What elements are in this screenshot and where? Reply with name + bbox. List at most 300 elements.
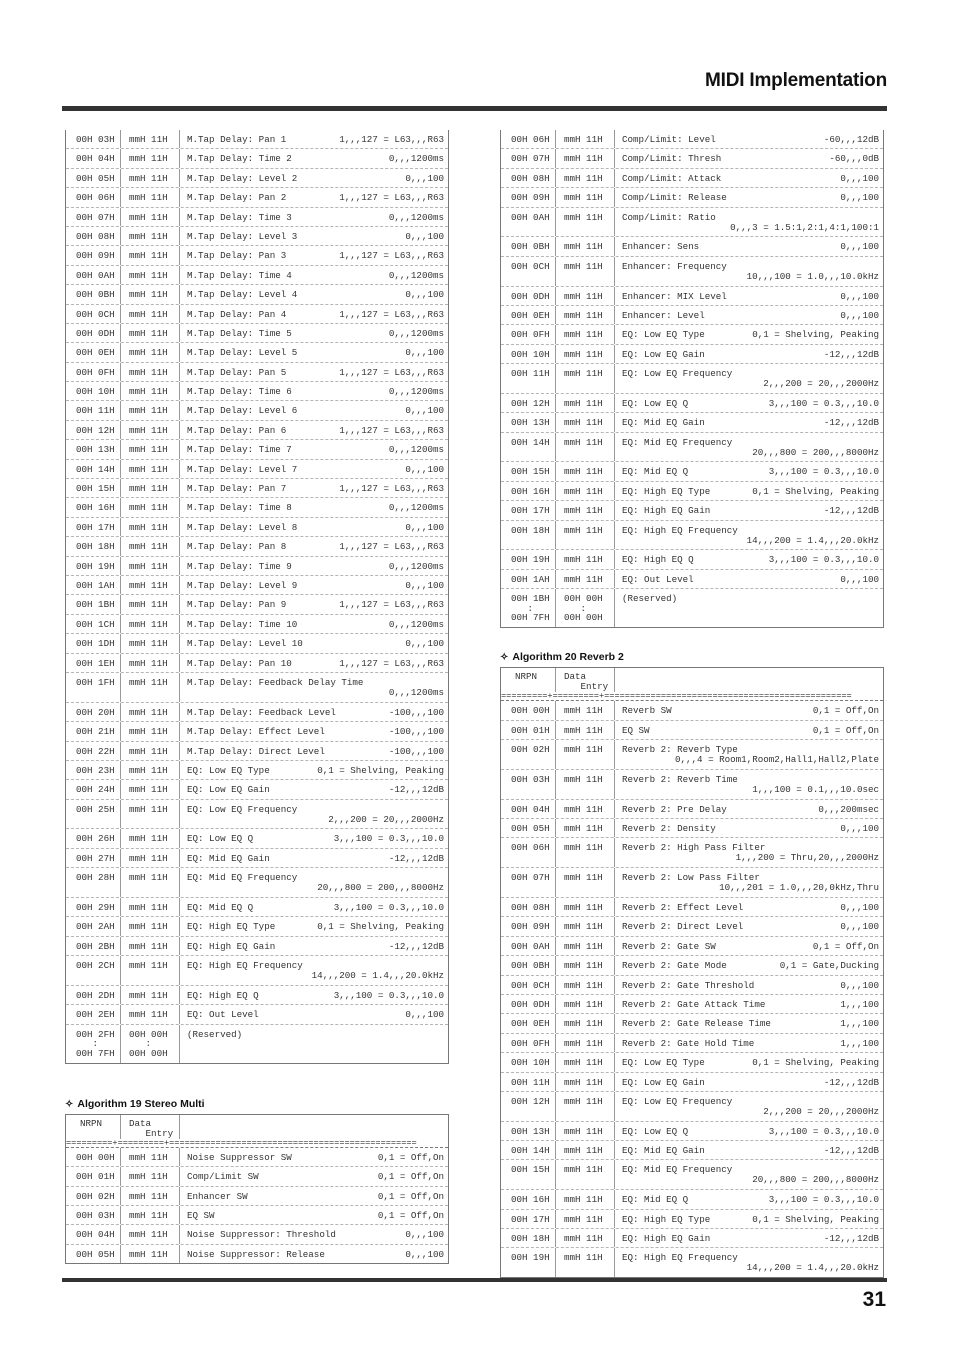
parameter-line	[187, 445, 444, 455]
data-entry-cell: mmH 11H	[121, 956, 180, 985]
parameter-line	[622, 824, 879, 834]
table-row	[501, 433, 883, 463]
parameter-line	[622, 292, 879, 302]
nrpn-cell: 00H 00H	[66, 1148, 121, 1166]
parameter-line	[622, 706, 879, 716]
parameter-name: M.Tap Delay: Effect Level	[187, 726, 325, 738]
parameter-range: 1,,,127 = L63,,,R63	[339, 308, 444, 320]
nrpn-cell: 00H 2EH	[66, 1005, 121, 1023]
algorithm-20-heading	[500, 651, 884, 663]
description-cell	[615, 570, 883, 588]
description-cell	[180, 246, 448, 264]
data-entry-cell: mmH 11H	[556, 237, 615, 255]
description-cell	[180, 898, 448, 916]
description-cell	[615, 976, 883, 994]
parameter-range: -12,,,12dB	[388, 784, 444, 796]
description-cell	[180, 343, 448, 361]
parameter-name: M.Tap Delay: Time 2	[187, 153, 292, 165]
parameter-line	[622, 174, 879, 184]
table-row	[66, 742, 448, 761]
table-row	[66, 421, 448, 440]
parameter-name: Reverb 2: Low Pass Filter	[622, 872, 760, 884]
header-cells	[66, 1115, 448, 1139]
table-row	[501, 208, 883, 238]
data-entry-cell: mmH 11H	[121, 460, 180, 478]
parameter-line	[622, 399, 879, 409]
data-entry-cell: mmH 11H	[556, 394, 615, 412]
parameter-name: EQ: High EQ Q	[187, 990, 259, 1002]
data-entry-cell: mmH 11H	[121, 849, 180, 867]
parameter-name: Noise Suppressor: Release	[187, 1248, 325, 1260]
nrpn-cell: 00H 13H	[501, 413, 556, 431]
parameter-line	[622, 154, 879, 164]
data-entry-header: Data Entry	[121, 1115, 180, 1139]
parameter-name: EQ: Low EQ Gain	[622, 1076, 705, 1088]
top-rule	[62, 106, 887, 111]
parameter-line	[622, 1234, 879, 1244]
table-row	[501, 917, 883, 936]
table-row	[501, 1248, 883, 1277]
parameter-range: 0,,,100	[840, 241, 879, 253]
parameter-name: EQ: Low EQ Type	[622, 329, 705, 341]
diamond-icon: ✧	[65, 1098, 74, 1110]
parameter-line	[187, 154, 444, 164]
parameter-range: 0,1 = Off,On	[812, 724, 879, 736]
parameter-range: 0,,,200msec	[818, 803, 879, 815]
nrpn-cell: 00H 19H	[501, 550, 556, 568]
stereo-multi-table	[500, 130, 884, 628]
nrpn-cell: 00H 18H	[501, 521, 556, 550]
parameter-name: Reverb 2: Effect Level	[622, 901, 744, 913]
parameter-range: 1,,,100	[840, 1018, 879, 1030]
table-row	[66, 188, 448, 207]
parameter-line	[622, 1000, 879, 1010]
description-cell	[615, 800, 883, 818]
parameter-line	[187, 290, 444, 300]
description-header	[180, 1115, 448, 1139]
parameter-range: -12,,,12dB	[388, 852, 444, 864]
data-entry-cell: mmH 11H	[556, 169, 615, 187]
parameter-name: Reverb 2: Direct Level	[622, 921, 744, 933]
description-cell	[180, 1005, 448, 1023]
nrpn-cell: 00H 2BH	[66, 937, 121, 955]
data-entry-cell: mmH 11H	[121, 130, 180, 148]
nrpn-cell: 00H 0BH	[501, 237, 556, 255]
parameter-line	[622, 1195, 879, 1205]
table-row	[66, 343, 448, 362]
nrpn-cell: 00H 00H	[501, 701, 556, 719]
parameter-range: 1,,,127 = L63,,,R63	[339, 366, 444, 378]
parameter-range: 2,,,200 = 20,,,2000Hz	[328, 813, 444, 825]
parameter-range: 3,,,100 = 0.3,,,10.0	[333, 902, 444, 914]
description-cell	[615, 937, 883, 955]
data-entry-cell: mmH 11H	[556, 995, 615, 1013]
data-entry-cell: mmH 11H	[556, 1122, 615, 1140]
parameter-line	[187, 581, 444, 591]
data-entry-cell: mmH 11H	[121, 305, 180, 323]
data-entry-cell: mmH 11H	[556, 570, 615, 588]
parameter-name: Reverb 2: Reverb Type	[622, 744, 738, 756]
table-row	[66, 868, 448, 898]
description-cell	[180, 421, 448, 439]
nrpn-cell: 00H 06H	[501, 838, 556, 867]
parameter-name: M.Tap Delay: Time 3	[187, 211, 292, 223]
table-row	[66, 246, 448, 265]
description-cell	[615, 462, 883, 480]
data-entry-cell: mmH 11H	[556, 130, 615, 148]
table-row	[66, 615, 448, 634]
parameter-range: 0,,,100	[840, 172, 879, 184]
nrpn-cell: 00H 08H	[66, 227, 121, 245]
data-entry-cell: mmH 11H	[556, 149, 615, 167]
data-entry-cell: mmH 11H	[556, 208, 615, 237]
parameter-range: 0,,,3 = 1.5:1,2:1,4:1,100:1	[730, 221, 879, 233]
parameter-name: EQ: Low EQ Frequency	[622, 368, 733, 380]
parameter-range: 1,,,127 = L63,,,R63	[339, 483, 444, 495]
parameter-range: -100,,,100	[388, 706, 444, 718]
nrpn-cell: 00H 13H	[66, 440, 121, 458]
description-cell	[180, 479, 448, 497]
description-cell	[615, 1014, 883, 1032]
description-cell	[180, 305, 448, 323]
data-entry-cell: mmH 11H	[556, 800, 615, 818]
description-cell	[615, 1073, 883, 1091]
parameter-range: 0,,,1200ms	[388, 444, 444, 456]
parameter-line	[187, 834, 444, 844]
table-row	[501, 1160, 883, 1190]
description-cell	[180, 285, 448, 303]
table-row	[501, 937, 883, 956]
parameter-line	[187, 785, 444, 795]
nrpn-cell: 00H 28H	[66, 868, 121, 897]
parameter-range: 0,1 = Off,On	[377, 1209, 444, 1221]
description-cell	[180, 498, 448, 516]
parameter-name: M.Tap Delay: Pan 9	[187, 599, 287, 611]
parameter-name: M.Tap Delay: Level 4	[187, 289, 298, 301]
data-entry-cell: mmH 11H	[556, 521, 615, 550]
parameter-line	[622, 467, 879, 477]
description-cell	[615, 237, 883, 255]
nrpn-cell: 00H 03H	[66, 130, 121, 148]
data-entry-cell: mmH 11H	[121, 937, 180, 955]
parameter-line	[622, 311, 879, 321]
description-cell	[615, 1190, 883, 1208]
parameter-name: Reverb 2: Density	[622, 823, 716, 834]
parameter-name: Comp/Limit: Release	[622, 192, 727, 204]
description-cell	[180, 576, 448, 594]
parameter-line	[187, 1230, 444, 1240]
table-row	[501, 800, 883, 819]
description-cell	[180, 149, 448, 167]
description-cell	[180, 917, 448, 935]
description-cell	[615, 433, 883, 462]
parameter-name: Enhancer: Frequency	[622, 260, 727, 272]
data-entry-cell: mmH 11H	[121, 800, 180, 829]
table-row	[66, 208, 448, 227]
nrpn-cell: 00H 02H	[501, 740, 556, 769]
nrpn-cell: 00H 15H	[501, 1160, 556, 1189]
table-row	[501, 1190, 883, 1209]
data-entry-cell: mmH 11H	[121, 722, 180, 740]
data-entry-cell: mmH 11H	[556, 433, 615, 462]
parameter-range: 20,,,800 = 200,,,8000Hz	[317, 882, 444, 894]
nrpn-cell: 00H 26H	[66, 829, 121, 847]
parameter-line	[187, 174, 444, 184]
description-cell	[615, 287, 883, 305]
table-row	[66, 829, 448, 848]
parameter-name: Reverb 2: Gate Release Time	[622, 1018, 771, 1030]
parameter-name: EQ: Mid EQ Frequency	[187, 872, 298, 884]
table-row	[66, 1206, 448, 1225]
parameter-range: 0,,,100	[840, 921, 879, 933]
data-entry-cell: mmH 11H	[556, 1190, 615, 1208]
parameter-name: M.Tap Delay: Time 4	[187, 269, 292, 281]
nrpn-cell: 00H 0DH	[66, 324, 121, 342]
parameter-name: EQ: High EQ Type	[622, 1213, 711, 1225]
nrpn-cell: 00H 1DH	[66, 634, 121, 652]
description-cell	[615, 1034, 883, 1052]
data-entry-cell: mmH 11H	[121, 829, 180, 847]
data-entry-cell: mmH 11H	[556, 1141, 615, 1159]
description-cell	[615, 838, 883, 867]
nrpn-cell: 00H 18H	[66, 537, 121, 555]
data-entry-cell: mmH 11H	[121, 324, 180, 342]
nrpn-cell: 00H 09H	[501, 917, 556, 935]
parameter-range: 0,1 = Shelving, Peaking	[317, 921, 444, 933]
page-title: MIDI Implementation	[705, 70, 887, 91]
description-cell	[180, 1025, 448, 1063]
nrpn-cell: 00H 0CH	[501, 976, 556, 994]
nrpn-cell: 00H 1BH	[66, 595, 121, 613]
parameter-name: M.Tap Delay: Time 9	[187, 560, 292, 572]
description-cell	[615, 345, 883, 363]
parameter-name: EQ: Low EQ Gain	[622, 348, 705, 360]
parameter-name: EQ: Out Level	[187, 1009, 259, 1021]
data-entry-cell: mmH 11H	[121, 917, 180, 935]
data-entry-cell: mmH 11H	[121, 742, 180, 760]
parameter-line	[187, 1010, 444, 1020]
parameter-name: EQ SW	[622, 724, 650, 736]
nrpn-cell: 00H 18H	[501, 1229, 556, 1247]
parameter-line	[187, 942, 444, 952]
table-row	[501, 550, 883, 569]
parameter-line	[187, 620, 444, 630]
table-row	[66, 703, 448, 722]
data-entry-cell: mmH 11H	[121, 898, 180, 916]
parameter-range: 0,,,1200ms	[388, 153, 444, 165]
description-cell	[180, 634, 448, 652]
table-row	[66, 898, 448, 917]
data-entry-cell: mmH 11H	[121, 343, 180, 361]
parameter-range: -100,,,100	[388, 726, 444, 738]
nrpn-cell: 00H 11H	[66, 401, 121, 419]
parameter-range: -12,,,12dB	[823, 505, 879, 517]
parameter-range: 0,,,100	[405, 405, 444, 417]
data-entry-cell: mmH 11H	[556, 1229, 615, 1247]
parameter-name: EQ: High EQ Frequency	[622, 1252, 738, 1264]
data-entry-cell: mmH 11H	[121, 227, 180, 245]
description-cell	[180, 460, 448, 478]
description-cell	[615, 1122, 883, 1140]
nrpn-cell: 00H 0DH	[501, 287, 556, 305]
parameter-range: 1,,,127 = L63,,,R63	[339, 599, 444, 611]
nrpn-cell: 00H 07H	[66, 208, 121, 226]
parameter-range: 1,,,127 = L63,,,R63	[339, 424, 444, 436]
parameter-line	[187, 1211, 444, 1221]
parameter-range: 0,1 = Shelving, Peaking	[752, 329, 879, 341]
nrpn-header: NRPN	[501, 668, 556, 692]
parameter-line	[622, 418, 879, 428]
data-entry-cell: 00H 00H : 00H 00H	[121, 1025, 180, 1063]
nrpn-cell: 00H 15H	[66, 479, 121, 497]
nrpn-cell: 00H 2AH	[66, 917, 121, 935]
parameter-name: Reverb SW	[622, 705, 672, 717]
table-row	[501, 1034, 883, 1053]
parameter-line	[187, 329, 444, 339]
data-entry-cell: 00H 00H : 00H 00H	[556, 589, 615, 627]
parameter-line	[622, 1215, 879, 1225]
data-entry-cell: mmH 11H	[556, 701, 615, 719]
nrpn-cell: 00H 05H	[66, 169, 121, 187]
parameter-line	[622, 135, 879, 145]
nrpn-cell: 00H 05H	[501, 819, 556, 837]
data-entry-cell: mmH 11H	[556, 462, 615, 480]
nrpn-cell: 00H 2DH	[66, 986, 121, 1004]
description-cell	[615, 701, 883, 719]
data-entry-cell: mmH 11H	[121, 576, 180, 594]
parameter-range: 0,,,100	[405, 289, 444, 301]
data-entry-cell: mmH 11H	[556, 1053, 615, 1071]
algorithm-19-title: Algorithm 19 Stereo Multi	[77, 1097, 205, 1110]
description-cell	[180, 654, 448, 672]
parameter-line	[622, 242, 879, 252]
parameter-range: -12,,,12dB	[823, 417, 879, 429]
description-cell	[180, 761, 448, 779]
nrpn-cell: 00H 17H	[66, 518, 121, 536]
table-row	[501, 501, 883, 520]
table-row	[66, 1005, 448, 1024]
table-row	[66, 1245, 448, 1263]
parameter-range: 0,1 = Off,On	[377, 1151, 444, 1163]
parameter-line	[187, 193, 444, 203]
nrpn-cell: 00H 21H	[66, 722, 121, 740]
parameter-name: EQ: Mid EQ Gain	[187, 852, 270, 864]
nrpn-cell: 00H 19H	[501, 1248, 556, 1277]
description-cell	[180, 986, 448, 1004]
data-entry-cell: mmH 11H	[121, 1148, 180, 1166]
nrpn-header: NRPN	[66, 1115, 121, 1139]
parameter-range: 0,,,100	[840, 901, 879, 913]
description-cell	[615, 482, 883, 500]
data-entry-cell: mmH 11H	[556, 770, 615, 799]
parameter-line	[187, 1250, 444, 1260]
parameter-range: 1,,,100 = 0.1,,,10.0sec	[752, 783, 879, 795]
parameter-line	[622, 1078, 879, 1088]
description-cell	[615, 1092, 883, 1121]
data-entry-cell: mmH 11H	[121, 421, 180, 439]
parameter-name: Comp/Limit: Ratio	[622, 211, 716, 223]
table-row	[501, 287, 883, 306]
parameter-line	[622, 350, 879, 360]
parameter-range: 0,,,1200ms	[388, 686, 444, 698]
parameter-name: EQ: Mid EQ Q	[187, 902, 254, 914]
data-entry-cell: mmH 11H	[556, 1073, 615, 1091]
parameter-range: 0,,,100	[405, 521, 444, 533]
parameter-range: 14,,,200 = 1.4,,,20.0kHz	[746, 534, 879, 546]
parameter-name: M.Tap Delay: Pan 2	[187, 192, 287, 204]
data-entry-cell: mmH 11H	[121, 1206, 180, 1224]
parameter-line	[187, 991, 444, 1001]
parameter-name: EQ: Mid EQ Gain	[622, 417, 705, 429]
parameter-line	[187, 232, 444, 242]
data-entry-cell: mmH 11H	[121, 363, 180, 381]
description-cell	[615, 898, 883, 916]
parameter-line	[187, 406, 444, 416]
nrpn-cell: 00H 0CH	[501, 257, 556, 286]
parameter-name: M.Tap Delay: Level 5	[187, 347, 298, 359]
data-entry-cell: mmH 11H	[556, 898, 615, 916]
parameter-line	[622, 1127, 879, 1137]
table-row	[501, 394, 883, 413]
table-row	[66, 956, 448, 986]
parameter-line	[622, 942, 879, 952]
parameter-name: EQ: Low EQ Q	[622, 397, 689, 409]
nrpn-cell: 00H 15H	[501, 462, 556, 480]
nrpn-cell: 00H 0DH	[501, 995, 556, 1013]
description-cell	[615, 364, 883, 393]
data-entry-cell: mmH 11H	[556, 1092, 615, 1121]
table-row	[501, 1053, 883, 1072]
nrpn-cell: 00H 16H	[501, 1190, 556, 1208]
nrpn-cell: 00H 12H	[501, 394, 556, 412]
table-row	[66, 537, 448, 556]
nrpn-cell: 00H 20H	[66, 703, 121, 721]
data-entry-cell: mmH 11H	[121, 208, 180, 226]
nrpn-cell: 00H 25H	[66, 800, 121, 829]
nrpn-cell: 00H 2FH : 00H 7FH	[66, 1025, 121, 1063]
header-cells	[501, 668, 883, 692]
description-cell	[180, 722, 448, 740]
parameter-line	[187, 1153, 444, 1163]
description-cell	[180, 169, 448, 187]
parameter-line	[187, 426, 444, 436]
table-row	[501, 770, 883, 800]
algorithm-20-table	[500, 667, 884, 1278]
nrpn-cell: 00H 10H	[66, 382, 121, 400]
description-cell	[180, 595, 448, 613]
description-cell	[615, 1229, 883, 1247]
parameter-name: M.Tap Delay: Level 6	[187, 405, 298, 417]
parameter-line	[187, 251, 444, 261]
nrpn-cell: 00H 01H	[66, 1167, 121, 1185]
parameter-range: 0,1 = Shelving, Peaking	[752, 485, 879, 497]
description-cell	[615, 394, 883, 412]
right-column	[500, 130, 884, 1278]
parameter-range: 1,,,127 = L63,,,R63	[339, 134, 444, 145]
table-row	[501, 740, 883, 770]
data-entry-header: Data Entry	[556, 668, 615, 692]
parameter-name: M.Tap Delay: Pan 5	[187, 366, 287, 378]
data-entry-cell: mmH 11H	[556, 937, 615, 955]
description-cell	[180, 130, 448, 148]
table-row	[501, 898, 883, 917]
description-cell	[180, 518, 448, 536]
parameter-range: 0,,,100	[405, 1229, 444, 1241]
description-cell	[180, 363, 448, 381]
table-row	[66, 266, 448, 285]
parameter-name: Reverb 2: Pre Delay	[622, 803, 727, 815]
parameter-line	[187, 708, 444, 718]
